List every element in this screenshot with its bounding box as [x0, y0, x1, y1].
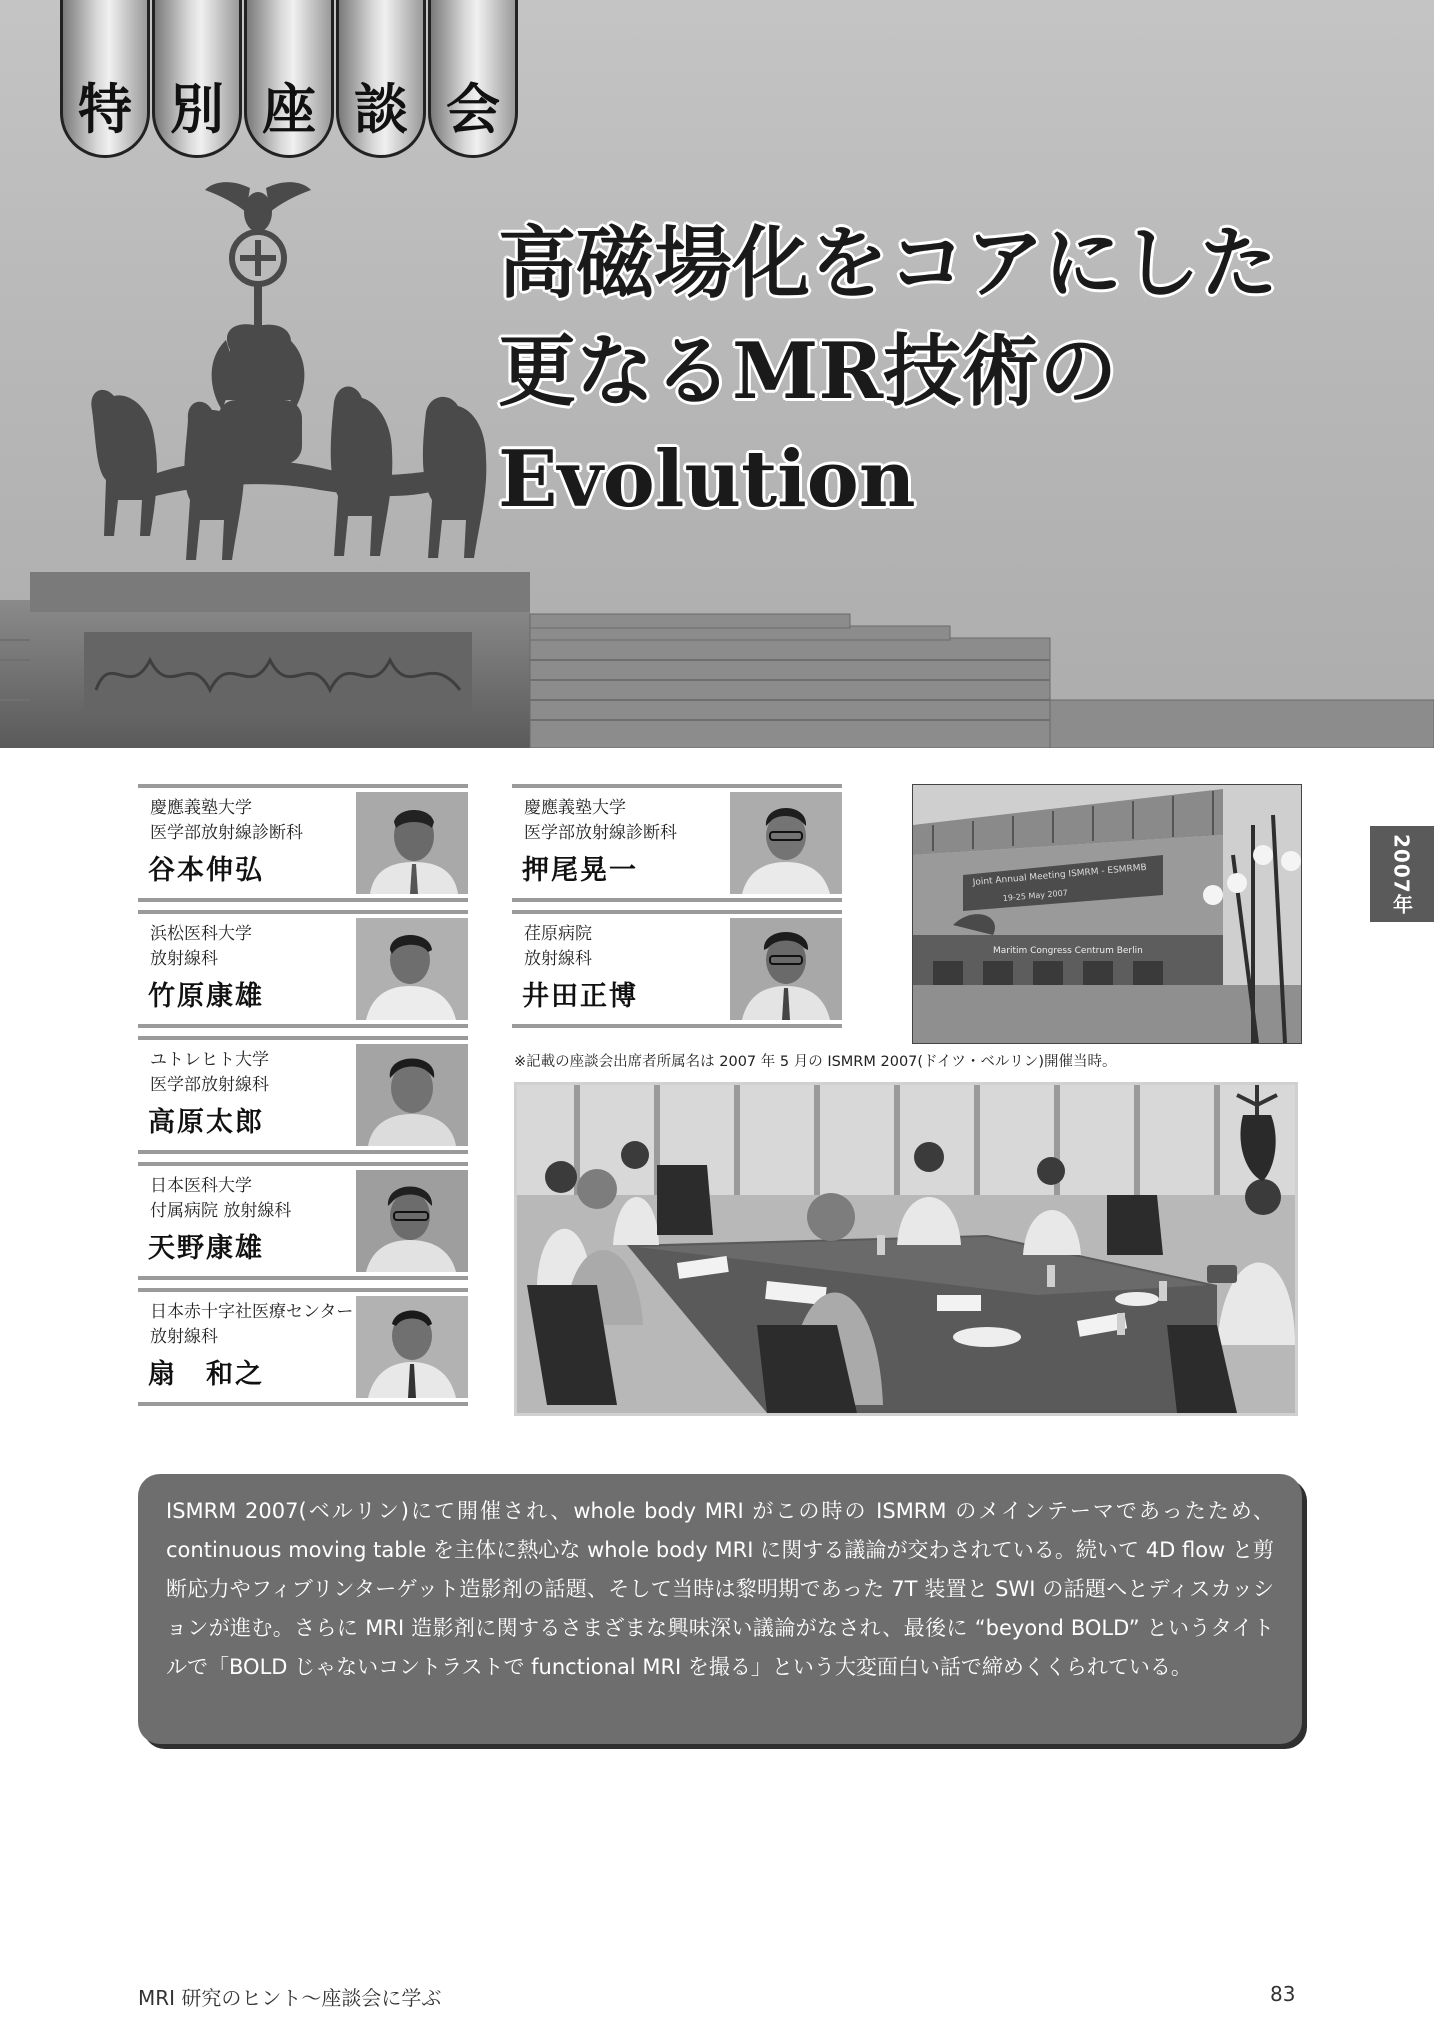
venue-banner-date: 19-25 May 2007 [1002, 888, 1069, 903]
affiliation-note: ※記載の座談会出席者所属名は 2007 年 5 月の ISMRM 2007(ドイツ・ベルリン)開催当時。 [514, 1054, 1117, 1070]
hero-banner [0, 0, 1434, 748]
divider [512, 910, 842, 914]
title-line: Evolution [498, 434, 916, 525]
header-tab: 座 [244, 0, 334, 158]
article-title [498, 210, 1278, 534]
participant-name: 扇 和之 [148, 1359, 264, 1390]
participant-photo [356, 1044, 468, 1146]
participant-photo [356, 918, 468, 1020]
participant-card [138, 910, 468, 1028]
participant-affiliation: 浜松医科大学 放射線科 [150, 924, 252, 969]
participant-photo [356, 792, 468, 894]
year-side-tab [1370, 826, 1434, 922]
participant-affiliation: 慶應義塾大学 医学部放射線診断科 [524, 798, 677, 843]
participant-name: 井田正博 [522, 981, 638, 1012]
congress-centrum-photo [912, 784, 1302, 1044]
divider [138, 1276, 468, 1280]
participant-affiliation: 慶應義塾大学 医学部放射線診断科 [150, 798, 303, 843]
participant-name: 竹原康雄 [148, 981, 264, 1012]
divider [512, 784, 842, 788]
participant-photo [356, 1170, 468, 1272]
participant-photo [356, 1296, 468, 1398]
divider [138, 1402, 468, 1406]
divider [512, 898, 842, 902]
divider [138, 1150, 468, 1154]
participant-name: 天野康雄 [148, 1233, 264, 1264]
title-line: 更なるMR技術の [498, 326, 1118, 417]
special-roundtable-tabs [60, 0, 518, 158]
roundtable-meeting-photo [514, 1082, 1298, 1416]
participant-card [138, 1288, 468, 1406]
participant-affiliation: 荏原病院 放射線科 [524, 924, 592, 969]
participant-card [138, 784, 468, 902]
participant-photo [730, 792, 842, 894]
year-label: 2007年 [1389, 833, 1414, 915]
divider [138, 1162, 468, 1166]
participant-card [512, 784, 842, 902]
divider [512, 1024, 842, 1028]
header-tab: 別 [152, 0, 242, 158]
participant-affiliation: ユトレヒト大学 医学部放射線科 [150, 1050, 269, 1095]
participant-affiliation: 日本赤十字社医療センター 放射線科 [150, 1302, 354, 1347]
summary-text: ISMRM 2007(ベルリン)にて開催され、whole body MRI がこの時の ISMRM のメインテーマであったため、continuous moving table を主体に熱心な whole body MRI に関する議論が交わされている。続いて 4D flow と剪断応力やフィブリンターゲット造影剤の話題、そして当時は黎明期であった 7T 装置と SWI の話題へとディスカッションが進む。さらに MRI 造影剤に関するさまざまな興味深い議論がなされ、最後に “beyond BOLD” というタイトルで「BOLD じゃないコントラストで functional MRI を撮る」という大変面白い話で締めくくられている。 [166, 1499, 1274, 1679]
venue-sign-text: Maritim Congress Centrum Berlin [993, 946, 1143, 956]
participant-card [512, 910, 842, 1028]
header-tab: 会 [428, 0, 518, 158]
participant-photo [730, 918, 842, 1020]
header-tab: 談 [336, 0, 426, 158]
divider [138, 1288, 468, 1292]
divider [138, 1036, 468, 1040]
participant-name: 谷本伸弘 [148, 855, 264, 886]
header-tab: 特 [60, 0, 150, 158]
participant-card [138, 1036, 468, 1154]
participant-name: 高原太郎 [148, 1107, 264, 1138]
divider [138, 898, 468, 902]
footer-running-title: MRI 研究のヒント～座談会に学ぶ [138, 1986, 442, 2010]
divider [138, 910, 468, 914]
summary-box [138, 1474, 1302, 1744]
venue-banner-text: Joint Annual Meeting ISMRM - ESMRMB [972, 862, 1148, 888]
page-number: 83 [1270, 1982, 1296, 2006]
divider [138, 784, 468, 788]
participant-affiliation: 日本医科大学 付属病院 放射線科 [150, 1176, 292, 1221]
divider [138, 1024, 468, 1028]
title-line: 高磁場化をコアにした [498, 218, 1279, 309]
participant-card [138, 1162, 468, 1280]
participant-name: 押尾晃一 [522, 855, 638, 886]
